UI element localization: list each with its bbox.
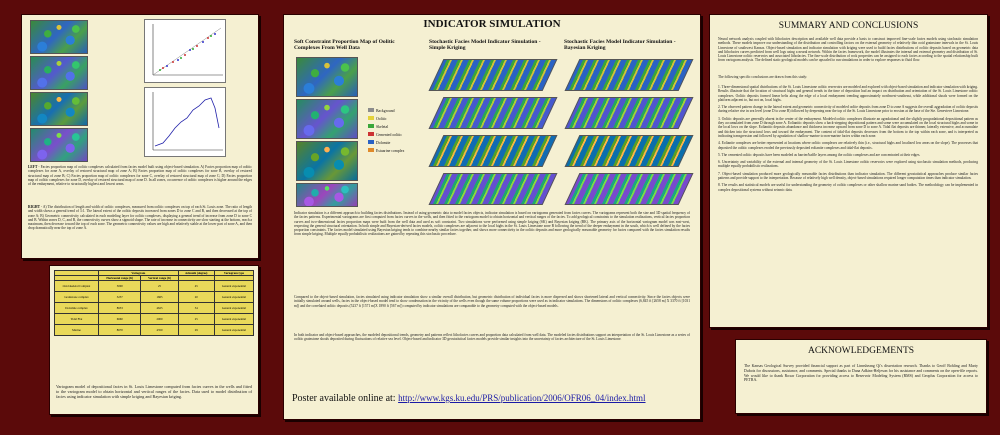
table-cell: 8633 (98, 303, 141, 314)
summary-panel (709, 14, 988, 328)
conclusions-list (718, 85, 978, 195)
sk-model-c (429, 135, 558, 167)
table-cell: 2000 (141, 314, 178, 325)
ack-text: The Kansas Geological Survey provided financial support as part of Linnsheang Qi's dissertation research. Thanks to Geoff Bohling and Marty Dubois for discussions, assistance, and comments. Special thanks to Dana Adkins-Heljeson for his assistance and comments on the open-file reports. We would like to thank Roxar Corporation for providing access to Reservoir Modeling System (RMS) and Geoplus Corporation for access to PETRA. (744, 364, 978, 383)
summary-title: SUMMARY AND CONCLUSIONS (778, 21, 919, 31)
right-caption-block (28, 205, 252, 231)
table-header: Variogram type (214, 271, 253, 276)
soft-constraint-map-d (296, 183, 358, 207)
conclusion-item: 4. Eolianite complexes are better represented at locations where oolitic complexes are relatively thin (i.e., structural highs and localized low areas on the slope). The processes that deposited the oolitic complexes eroded the previously deposited eolianite complexes and tidal-flat deposits. (718, 141, 978, 150)
soft-constraint-map-b (296, 99, 358, 139)
right-caption: A) The distribution of length and width of oolitic complexes, measured from oolitic complexes on top of each St. Louis zone. The ratio of length and width shows a general trend of 3:1. The lateral extent of the oolitic deposits increased from zones D to zone C and B, and then decreased at the top of zone A; B) Geometric connectivity calculated in each modeling layer for oolitic complexes, displaying a general trend of increase from zone D to zone C and B. Within zones D, C, and B, the connectivity curves show a sigmoid shape. The rate of increase in connectivity are slow starting at the bottom, reach a maximum, then decrease toward the top of each zone. The geometric connectivity values are high and relatively stable at the lower part of zone A, and then drop dramatically near the top of zone A. (28, 205, 252, 231)
sk-model-b (429, 97, 558, 129)
proportion-map-b (30, 56, 88, 90)
facies-legend (368, 107, 422, 155)
conclusion-item: 6. Uncertainty and variability of the external and internal geometry of the St. Louis Limestone oolitic reservoirs were explored using stochastic simulation methods, producing multiple equally probabilistic realizations. (718, 160, 978, 169)
bk-model-a (565, 59, 694, 91)
conclusion-item: 1. Three-dimensional spatial distributions of the St. Louis Limestone oolitic reservoirs are modeled and explored with object-based simulation and indicator simulation with kriging. Results illustrate that the location of structural highs and general trends in the time of deposition had an impact on distribution and orientation of the St. Louis Limestone oolitic complexes. Oolitic deposits formed linear belts along the edge of a local embayment trending approximately northwest-southeast, while additional shoals were formed on the platform adjacent to, but not on, local highs. (718, 85, 978, 102)
legend-item: Skeletal (368, 123, 422, 131)
table-cell: 1665 (141, 292, 178, 303)
legend-item: Background (368, 107, 422, 115)
col3-title: Stochastic Facies Model Indicator Simulation - Bayesian Kriging (564, 39, 676, 51)
summary-intro: Neural network analysis coupled with lithofacies description and available well data provide a basis to construct improved fine-scale facies models using stochastic simulation methods. These models improve our understanding of the distribution and controlling factors on the external geometry of relatively thin ooid grainstone intervals in the St. Louis Limestone of southwest Kansas. Object-based simulation and indicator simulation with kriging were used to build facies distributions of oolitic deposits based on geometric data and lithofacies curves predicted from well logs using a neural network. Within the facies framework, the model illustrates the internal and external geometry and distribution of St. Louis Limestone oolitic reservoirs and associated lithofacies. The fine-scale distribution of rock properties can be assigned to each facies according to the spatial relationship built from variogram analysis. The defined static geological models can be upscaled to run simulations in order to explore responses to fluid flow. (718, 37, 978, 63)
table-caption: Variogram model of depositional facies in St. Louis Limestone computed from facies curves in the wells and fitted to the variogram model to obtain horizontal and vertical ranges of the facies. Data used to model distribution of facies using indicator simulation with simple kriging and Bayesian kriging. (56, 384, 252, 399)
table-cell: Dolomite complex (55, 303, 99, 314)
table-cell: 4350 (141, 325, 178, 336)
variogram-table (54, 270, 254, 336)
center-paragraph-2: Compared to the object-based simulation, facies simulated using indicator simulation show a similar overall distribution, but geometric distribution of individual facies is more dispersed and shows shortened lateral and vertical connectivity. Since the facies objects were initially simulated around wells, facies in the object-based model tend to show condensation in the vicinity of the wells even though the same volume proportions were used as in indicator simulations. The dimensions of oolitic complexes (6,845 ft [2658 m] X 3370 ft [1031 m]) and the correlated oolitic deposits (5237 ft [1571 m]X 1890 ft [567 m]) computed by indicator simulations are comparable to the geometry computed with the object-based models. (294, 295, 690, 308)
proportion-map-a (30, 20, 88, 54)
bk-model-b (565, 97, 694, 129)
table-cell: General exponential (214, 325, 253, 336)
table-row (55, 325, 254, 336)
table-cell: 34 (178, 303, 214, 314)
legend-item: Dolomite (368, 139, 422, 147)
center-paragraph-1: Indicator simulation is a different approach to building facies distributions. Instead of using geometric data to model facies objects, indicator simulation is based on variograms generated from facies curves. The variograms represent both the size and 3D spatial frequency of the facies patterns. Experimental variograms are first computed from facies curves in the wells, and then fitted to the variogram model to obtain horizontal and vertical ranges of the facies. To add geological constraints to the simulation realizations, vertical facies proportion curves and two-dimensional facies proportion maps were built from the well data and used as soft constraint. Two simulations were performed using simple kriging (SK) and Bayesian kriging (BK). The primary axis of the horizontal variogram model was east-west, respecting the general structural orientation. In both simple and Bayesian-derived facies models, oolitic complexes are adjacent to the local highs in the St. Louis Limestone zone B following the trend of the deeper embayment in the south, which is well defined by the facies proportion constraints. The facies model simulated using Bayesian kriging tends to combine nearby similar facies together, and shows more connectivity in the oolitic deposits and more geologically reasonable geometry for facies compared with the facies simulation results from simple kriging. Multiple equally probabilistic realizations are gained by repeating this stochastic procedure. (294, 211, 690, 237)
poster-url-link[interactable]: http://www.kgs.ku.edu/PRS/publication/2006/OFR06_04/index.html (398, 393, 646, 403)
conclusion-item: 8. The results and statistical models are useful for understanding the geometry of oolitic complexes or other shallow marine sand bodies. The methodology can be implemented in complex depositional systems without seismic data. (718, 183, 978, 192)
table-cell: General exponential (214, 292, 253, 303)
right-caption-heading: RIGHT - (28, 205, 43, 209)
proportion-map-d (30, 128, 88, 162)
sk-model-d (429, 173, 558, 205)
table-subheader: Vertical range (ft) (141, 276, 178, 281)
center-paragraph-3: In both indicator and object-based approaches, the modeled depositional trends, geometry and patterns reflect lithofacies curves and proportion data calculated from well data. The modeled facies distributions support an interpretation of the St. Louis Limestone as a series of oolitic grainstone shoals deposited during fluctuations of relative sea level. Object-based and indicator 3D geostatistical facies models provide similar insights into the uncertainty of facies architecture of the St. Louis Limestone. (294, 333, 690, 342)
table-cell: Tidal Flat (55, 314, 99, 325)
table-cell: 25 (141, 281, 178, 292)
center-title: INDICATOR SIMULATION (423, 18, 561, 30)
table-row (55, 281, 254, 292)
table-cell: 6660 (98, 314, 141, 325)
table-cell: 5000 (98, 281, 141, 292)
poster-online-label: Poster available online at: (292, 393, 396, 404)
legend-item: Estuarine complex (368, 147, 422, 155)
indicator-simulation-panel (283, 14, 701, 420)
length-width-scatter (144, 19, 226, 83)
proportion-map-c (30, 92, 88, 126)
table-cell: 45 (178, 281, 214, 292)
bk-model-d (565, 173, 694, 205)
acknowledgements-panel (735, 339, 987, 414)
conclusion-item: 3. Oolitic deposits are generally absent in the center of the embayment. Modeled oolitic complexes illustrate an agradational and the slightly progradational depositional pattern as they accumulated from zone D through zone A. Eolianitic deposits show a back-stepping depositional pattern and some were accumulated on the local structural highs and some in the local lows on the slope. Eolianitic deposits abundance and thickness increase upward from zone D to zone A. Tidal flat deposits are thinner, laterally extensive, and accumulate and thicken into the structural lows and toward the embayment. The content of tidal-flat deposits decreases from the bottom to the top within each zone, and is interpreted as indicating transgression and followed by agradation of shallow-marine to non-marine facies within each zone. (718, 116, 978, 138)
left-caption: Facies proportion map of oolitic complexes calculated from facies model built using object-based simulation. A) Facies proportion map of oolitic complexes for zone A, overlay of restored structural map of zone A; B) Facies proportion map of oolitic complexes for zone B, overlay of restored structural map of zone B; C) Facies proportion map of oolitic complexes for zone C, overlay of restored structural map of zone C; D) Facies proportion map of oolitic complexes for zone D, overlay of restored structural map of zone D. In all zones, occurrence of oolitic complexes is higher around the edges of the embayment, relative to structurally highest and lowest areas. (28, 165, 252, 187)
table-cell: 25 (178, 314, 214, 325)
table-cell: 8670 (98, 325, 141, 336)
connectivity-chart (144, 87, 226, 157)
table-cell: General exponential (214, 303, 253, 314)
table-row (55, 303, 254, 314)
col1-title: Soft Constraint Proportion Map of Oolitic Complexes From Well Data (294, 39, 395, 51)
table-cell: Marine (55, 325, 99, 336)
soft-constraint-map-a (296, 57, 358, 97)
table-cell: General exponential (214, 314, 253, 325)
conclusion-item: 2. The observed pattern change in the lateral extent and geometric connectivity of modeled oolite deposits from zone D to zone A suggests the overall aggradation of oolitic deposits during relative rise in sea level (zone D to zone B) followed by deepening near the top of the St. Louis Limestone prior to erosion at the base of the Ste. Genevieve Limestone. (718, 105, 978, 114)
table-cell: General exponential (214, 281, 253, 292)
sk-model-a (429, 59, 558, 91)
left-caption-block (28, 165, 252, 186)
soft-constraint-map-c (296, 141, 358, 181)
table-cell: 4625 (141, 303, 178, 314)
poster-online-line (292, 393, 696, 404)
table-row (55, 292, 254, 303)
ack-title: ACKNOWLEDGEMENTS (807, 346, 915, 356)
table-cell: 20 (178, 292, 214, 303)
conclusion-item: 7. Object-based simulation produced more geologically reasonable facies distributions than indicator simulation. The different geostatistical approaches produce similar facies patterns and provide support to the interpretation. Because of relatively high well density, object-based simulations required longer computation times than indicator simulation. (718, 171, 978, 181)
table-cell: Grainstone complex (55, 292, 99, 303)
table-row (55, 314, 254, 325)
col2-title: Stochastic Facies Model Indicator Simulation - Simple Kriging (429, 39, 541, 51)
legend-item: Oolitic (368, 115, 422, 123)
summary-lead: The following specific conclusions are drawn from this study: (718, 75, 808, 79)
table-cell: 29 (178, 325, 214, 336)
left-panel (21, 14, 259, 259)
table-header: Azimuth (degree) (178, 271, 214, 276)
conclusion-item: 5. The cemented oolitic deposits have been modeled as barrier/baffle layers among the oolitic complexes and are concentrated at their edges. (718, 152, 921, 157)
table-subheader: Horizontal range (ft) (98, 276, 141, 281)
left-caption-heading: LEFT - (28, 165, 40, 169)
table-cell: 3237 (98, 292, 141, 303)
legend-item: Cemented oolitic (368, 131, 422, 139)
bk-model-c (565, 135, 694, 167)
table-cell: Ooid skeletal Complex (55, 281, 99, 292)
table-header: Variogram (98, 271, 178, 276)
variogram-table-panel (49, 265, 259, 415)
